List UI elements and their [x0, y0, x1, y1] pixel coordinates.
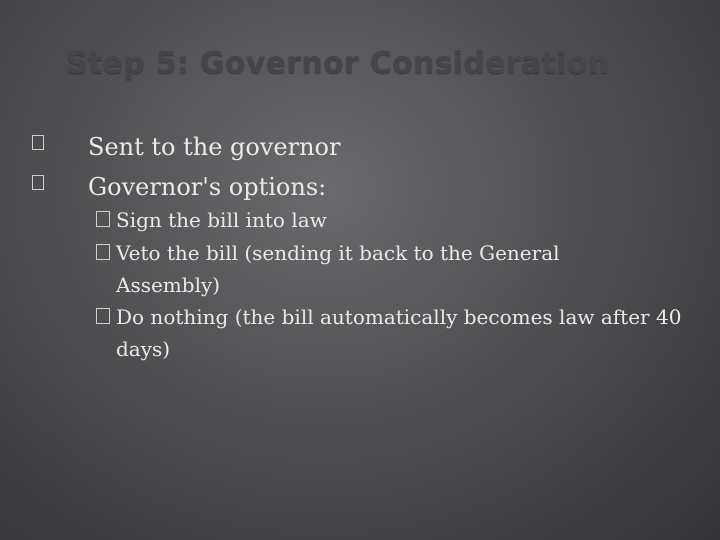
sub-bullet-text: Do nothing (the bill automatically becomes law after 40 days): [116, 305, 682, 361]
sub-bullet-item: [116, 204, 696, 236]
square-bullet-icon: [32, 175, 44, 190]
bullet-text: Sent to the governor: [88, 133, 341, 161]
square-bullet-icon: [96, 308, 110, 324]
square-bullet-icon: [32, 135, 44, 150]
bullet-item: [88, 172, 326, 202]
bullet-text: Governor's options:: [88, 173, 327, 201]
sub-bullet-text: Veto the bill (sending it back to the General Assembly): [116, 241, 560, 297]
bullet-item: [88, 132, 340, 162]
square-bullet-icon: [96, 211, 110, 227]
slide-title: Step 5: Governor Consideration: [66, 46, 610, 81]
sub-bullet-item: [116, 237, 586, 301]
sub-bullet-text: Sign the bill into law: [116, 208, 327, 232]
sub-bullet-item: [116, 301, 691, 365]
square-bullet-icon: [96, 244, 110, 260]
